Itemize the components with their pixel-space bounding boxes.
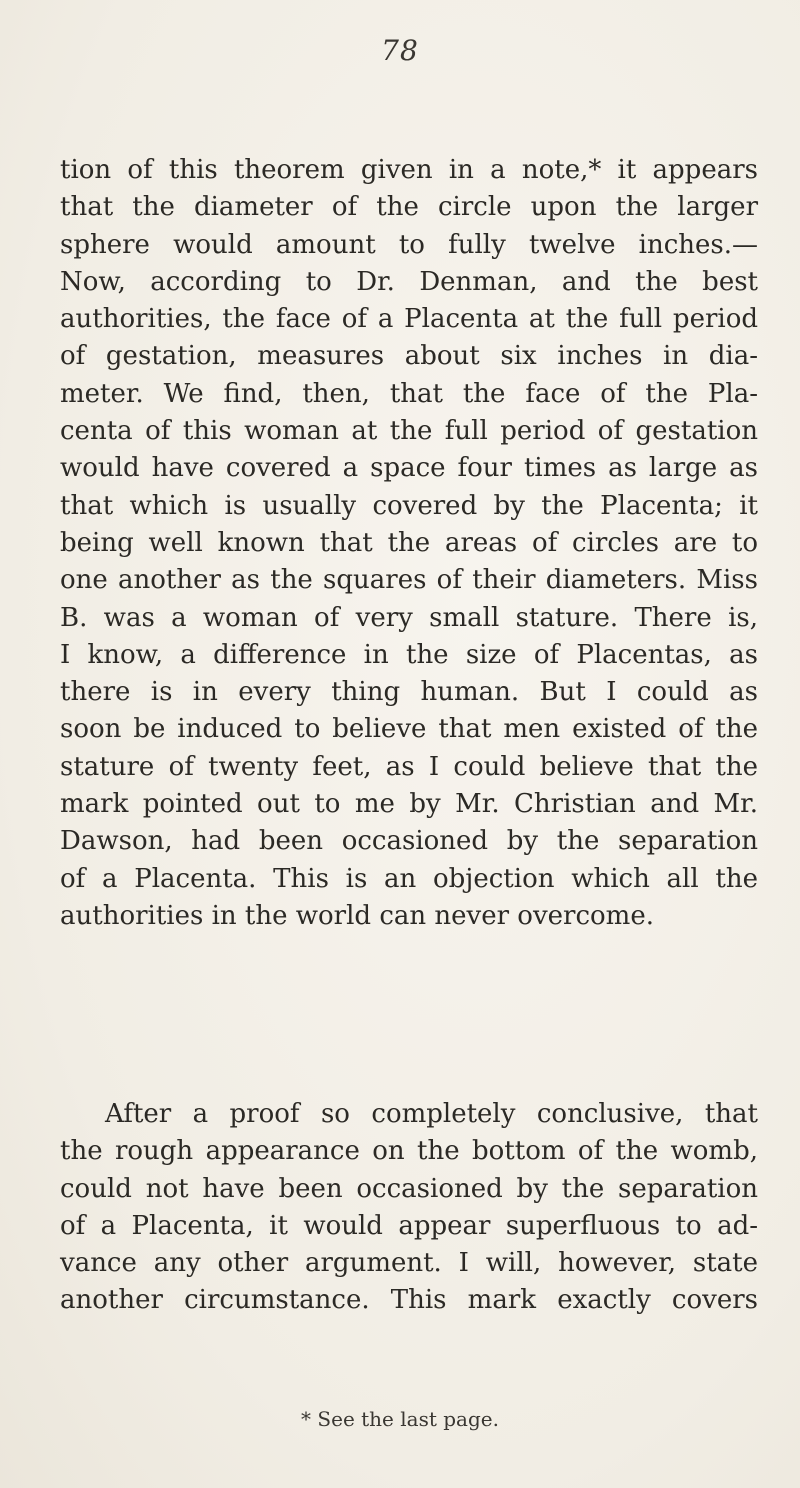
text-line: the rough appearance on the bottom of the womb, [60, 1136, 758, 1167]
text-line: centa of this woman at the full period of gestation [60, 416, 758, 447]
text-line: mark pointed out to me by Mr. Christian and Mr. [60, 789, 758, 820]
footnote: * See the last page. [301, 1407, 499, 1431]
text-line: sphere would amount to fully twelve inches.— [60, 229, 758, 260]
text-line: one another as the squares of their diameters. Miss [60, 565, 758, 596]
page-number: 78 [381, 34, 419, 67]
text-line: of a Placenta, it would appear superfluous to ad- [60, 1210, 758, 1241]
text-line: Dawson, had been occasioned by the separation [60, 826, 758, 857]
text-line: could not have been occasioned by the separation [60, 1173, 758, 1204]
text-line: tion of this theorem given in a note,* it appears [60, 155, 758, 185]
text-line: B. was a woman of very small stature. There is, [60, 602, 758, 633]
text-line: of gestation, measures about six inches in dia- [60, 341, 758, 372]
text-line: I know, a difference in the size of Placentas, as [60, 639, 758, 670]
text-line: that the diameter of the circle upon the larger [60, 192, 758, 223]
paragraph-1 [60, 152, 758, 935]
text-line: Now, according to Dr. Denman, and the best [60, 266, 758, 297]
text-line: soon be induced to believe that men existed of the [60, 714, 758, 745]
text-line: authorities, the face of a Placenta at the full period [60, 304, 758, 335]
text-line: would have covered a space four times as large as [60, 453, 758, 484]
text-line: stature of twenty feet, as I could believe that the [60, 751, 758, 782]
text-line: of a Placenta. This is an objection which all the [60, 863, 758, 894]
paragraph-2 [60, 1096, 758, 1320]
text-line: meter. We find, then, that the face of the Pla- [60, 378, 758, 409]
text-line: being well known that the areas of circles are to [60, 527, 758, 558]
text-line: there is in every thing human. But I could as [60, 677, 758, 708]
text-line: After a proof so completely conclusive, that [105, 1099, 758, 1129]
text-line: another circumstance. This mark exactly covers [60, 1285, 758, 1316]
text-line: vance any other argument. I will, however, state [60, 1248, 758, 1279]
text-line: that which is usually covered by the Placenta; it [60, 490, 758, 521]
text-line: authorities in the world can never overcome. [60, 900, 654, 931]
